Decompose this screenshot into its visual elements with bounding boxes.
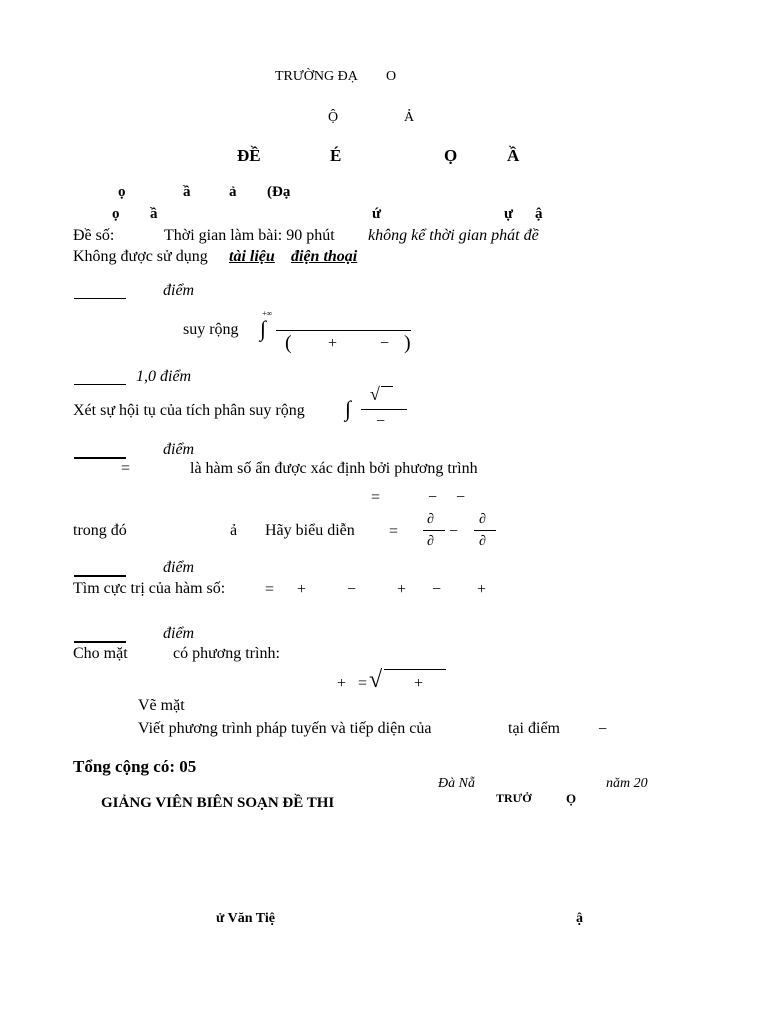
program-fragment-1: ọ [112, 206, 120, 222]
question-3-fraction-bar-2 [474, 530, 496, 531]
question-4-label-line [74, 575, 126, 577]
program-fragment-3: ứ [372, 206, 382, 222]
exam-code-label: Đề số: [73, 227, 115, 244]
question-5-sub2-point: tại điểm [508, 720, 560, 737]
question-4-expr-equals: = [265, 581, 275, 598]
department-head-title: TRƯỞ [496, 791, 532, 805]
question-3-partial-den-2: ∂ [479, 534, 486, 549]
question-5-eq-plus-2: + [414, 675, 424, 692]
signing-year: năm 20 [606, 776, 648, 791]
exam-title-part1: ĐỀ [237, 146, 261, 165]
question-3-text3: Hãy biểu diễn [265, 522, 355, 539]
exam-rule-item-materials: tài liệu [229, 248, 275, 265]
question-3-eq2-minus-2: − [456, 489, 466, 506]
question-1-plus: + [328, 335, 338, 352]
department-head-title-fragment: Ọ [566, 791, 577, 806]
question-5-eq-equals: = [358, 675, 368, 692]
question-1-points: điểm [163, 282, 195, 299]
question-3-eq3-equals: = [389, 523, 399, 540]
question-4-expr-plus-2: + [397, 581, 407, 598]
question-3-text2-fragment: ả [230, 522, 238, 539]
question-3-fraction-bar-1 [423, 530, 445, 531]
question-2-text: Xét sự hội tụ của tích phân suy rộng [73, 402, 305, 419]
question-3-text: là hàm số ẩn được xác định bởi phương trình [190, 460, 478, 477]
question-3-partial-den-1: ∂ [427, 534, 434, 549]
question-5-points: điểm [163, 625, 195, 642]
department-head-name: ậ [576, 911, 583, 926]
question-5-sqrt-bar [384, 669, 446, 670]
question-1-integral: ∫ [260, 316, 267, 341]
question-2-integral: ∫ [345, 396, 352, 421]
exam-title-part3: Ọ [444, 146, 458, 165]
lecturer-title: GIẢNG VIÊN BIÊN SOẠN ĐỀ THI [101, 795, 335, 811]
department-fragment-2: Ả [404, 110, 415, 125]
question-4-points: điểm [163, 559, 195, 576]
exam-rule-prefix: Không được sử dụng [73, 248, 208, 265]
exam-duration: Thời gian làm bài: 90 phút [164, 227, 335, 244]
question-3-text2: trong đó [73, 522, 127, 539]
question-5-label-line [74, 641, 126, 643]
course-fragment-3: ả [229, 184, 237, 200]
question-3-partial-num-2: ∂ [479, 512, 486, 527]
question-5-eq-plus: + [337, 675, 347, 692]
school-name-tail: O [386, 69, 397, 84]
question-1-fraction-bar [276, 330, 411, 331]
course-fragment-1: ọ [118, 184, 126, 200]
question-2-minus: − [376, 413, 386, 430]
question-2-points: 1,0 điểm [136, 368, 192, 385]
question-4-text: Tìm cực trị của hàm số: [73, 580, 226, 597]
question-5-sub2: Viết phương trình pháp tuyến và tiếp diện của [138, 720, 432, 737]
question-3-points: điểm [163, 441, 195, 458]
question-3-eq2-minus-1: − [428, 489, 438, 506]
question-5-text-b: có phương trình: [173, 645, 280, 662]
signing-place: Đà Nẵ [438, 776, 475, 791]
question-4-expr-minus-1: − [347, 581, 357, 598]
exam-title-part4: Ầ [507, 146, 520, 165]
question-5-text-a: Cho mặt [73, 645, 128, 662]
exam-duration-note: không kể thời gian phát đề [368, 227, 539, 244]
question-2-fraction-bar [361, 409, 407, 410]
question-2-sqrt-bar [381, 386, 393, 387]
question-3-label-line [74, 457, 126, 459]
course-fragment-4: (Đạ [267, 184, 291, 200]
question-4-expr-minus-2: − [432, 581, 442, 598]
question-3-eq2-equals: = [371, 489, 381, 506]
question-1-upper-limit: +∞ [262, 309, 273, 318]
total-questions: Tổng cộng có: 05 [73, 757, 197, 776]
question-1-minus: − [380, 335, 390, 352]
question-1-paren-open: ( [285, 332, 292, 354]
question-1-paren-close: ) [404, 332, 411, 354]
question-3-equals: = [121, 460, 131, 477]
question-5-sqrt: √ [369, 667, 383, 693]
exam-title-part2: É [330, 146, 342, 165]
course-fragment-2: ầ [183, 184, 191, 200]
question-1-text: suy rộng [183, 321, 239, 338]
program-fragment-4: ự [504, 206, 514, 222]
question-3-partial-num-1: ∂ [427, 512, 434, 527]
question-4-expr-plus-3: + [477, 581, 487, 598]
question-5-sub2-minus: − [598, 721, 608, 738]
school-name: TRƯỜNG ĐẠ [275, 69, 358, 84]
exam-rule-item-phone: điện thoại [291, 248, 358, 265]
question-4-expr-plus-1: + [297, 581, 307, 598]
question-2-sqrt: √ [370, 384, 380, 404]
question-5-sub1: Vẽ mặt [138, 697, 185, 714]
program-fragment-2: ầ [150, 206, 158, 222]
program-fragment-5: ậ [535, 206, 543, 222]
lecturer-name: ử Văn Tiệ [216, 911, 275, 926]
department-fragment: Ộ [328, 110, 339, 125]
question-3-eq3-minus: − [449, 523, 459, 540]
question-2-label-line [74, 384, 126, 385]
question-1-label-line [74, 298, 126, 299]
